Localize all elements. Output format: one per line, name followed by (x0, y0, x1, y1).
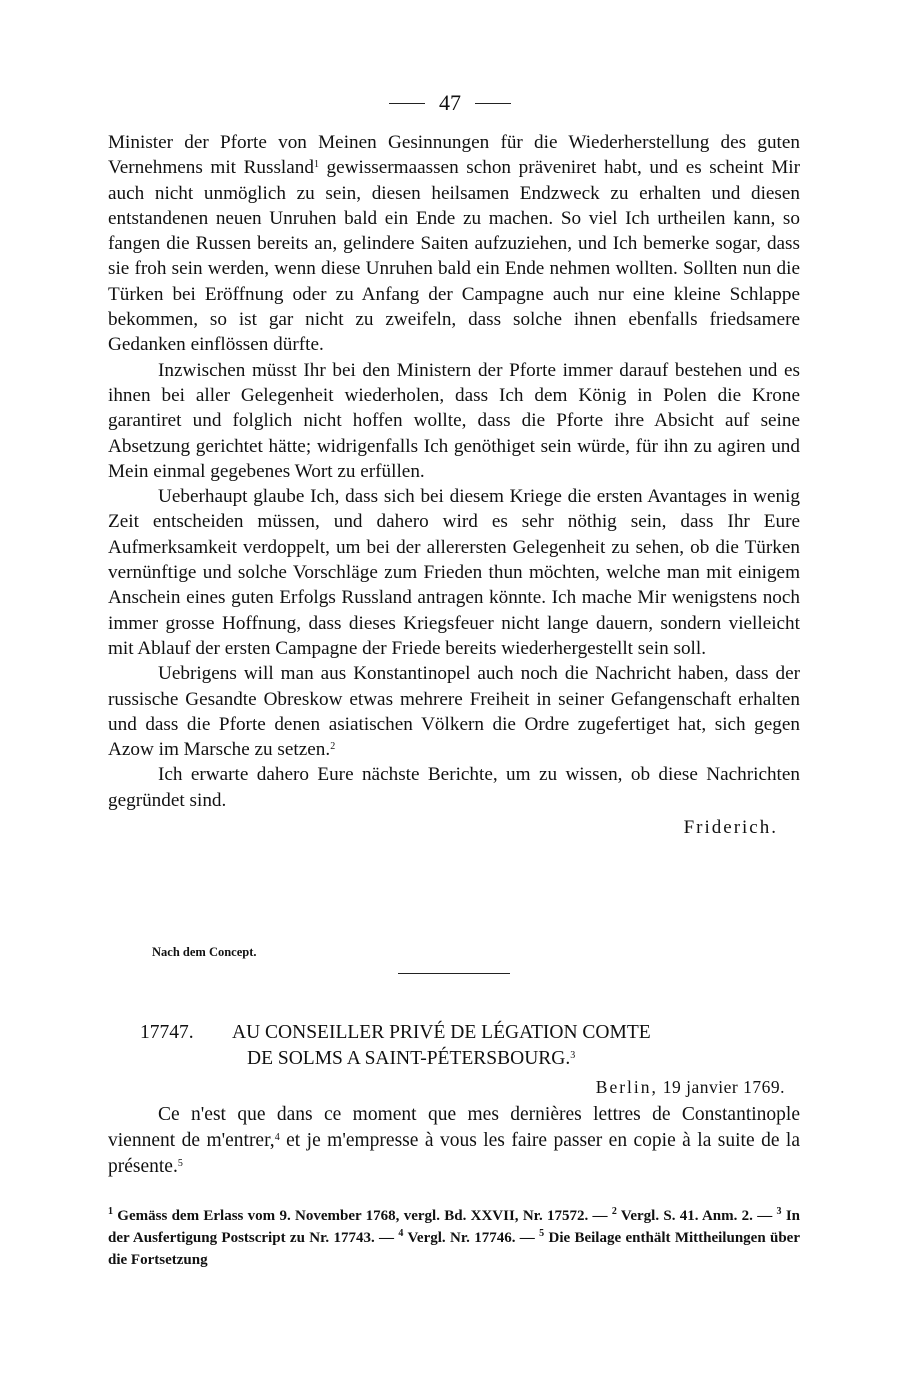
letter-place: Berlin, (595, 1077, 658, 1097)
text-segment: Ueberhaupt glaube Ich, dass sich bei diesem Kriege die ersten Avantages in wenig Zeit entscheiden müssen, und dahero wird es sehr nöthig sein, dass Ihr Eure Aufmerksamkeit verdoppelt, um bei der allerersten Gelegenheit zu sehen, ob die Türken vernünftige und solche Vorschläge zum Frieden thun möchten, welche man mit einigem Anschein eines guten Erfolgs Russland antragen könnte. Ich mache Mir wenigstens noch immer grosse Hoffnung, dass dieses Kriegsfeuer nicht lange dauern, sondern vielleicht mit Ablauf der ersten Campagne der Friede bereits wiederhergestellt sein soll. (108, 486, 800, 659)
paragraph (108, 762, 800, 813)
footnote-ref: 5 (539, 1228, 545, 1239)
footnote-ref: 2 (611, 1206, 617, 1217)
text-segment: In der Ausfertigung Postscript zu Nr. 17743. — (108, 1208, 801, 1246)
letter-date: 19 janvier 1769. (662, 1077, 785, 1097)
letter-heading-text-2: DE SOLMS A SAINT-PÉTERSBOURG. (247, 1048, 571, 1069)
letter-body-german (108, 130, 800, 838)
header-rule-left (389, 103, 425, 104)
signature: Friderich. (683, 817, 778, 839)
text-segment: Ce n'est que dans ce moment que mes dernières lettres de Constantinople viennent de m'entrer, (108, 1104, 800, 1151)
footnotes (108, 1205, 800, 1271)
letter-heading (140, 1020, 800, 1072)
footnote-ref: 3 (570, 1050, 576, 1061)
text-segment: Minister der Pforte von Meinen Gesinnungen für die Wiederherstellung des guten Vernehmens mit Russland (108, 132, 800, 179)
letter-heading-text-1: AU CONSEILLER PRIVÉ DE LÉGATION COMTE (232, 1022, 651, 1043)
source-note: Nach dem Concept. (152, 945, 257, 959)
letter-heading-line-1 (140, 1020, 800, 1046)
text-segment: Die Beilage enthält Mittheilungen über die Fortsetzung (108, 1230, 800, 1268)
page-header (0, 86, 900, 120)
header-rule-right (475, 103, 511, 104)
paragraph (108, 1102, 800, 1180)
text-segment: gewissermaassen schon präveniret habt, und es scheint Mir auch nicht unmöglich zu sein, diesen heilsamen Endzweck zu erhalten und diesen entstandenen neuen Unruhen bald ein Ende zu machen. So viel Ich urtheilen kann, so fangen die Russen bereits an, gelindere Saiten aufzuziehen, und Ich bemerke sogar, dass sie froh sein werden, wenn diese Unruhen bald ein Ende nehmen wollten. Sollten nun die Türken bei Eröffnung oder zu Anfang der Campagne auch nur eine kleine Schlappe bekommen, so ist gar nicht zu zweifeln, dass solche ihnen ebenfalls friedsamere Gedanken einflössen dürfte. (108, 157, 800, 356)
footnote-text (108, 1205, 800, 1271)
paragraph (108, 484, 800, 661)
text-segment: Ich erwarte dahero Eure nächste Berichte, um zu wissen, ob diese Nachrichten gegründet sind. (108, 764, 800, 811)
footnote-ref: 1 (313, 159, 319, 171)
text-segment: Inzwischen müsst Ihr bei den Ministern der Pforte immer darauf bestehen und es ihnen bei aller Gelegenheit wiederholen, dass Ich dem König in Polen die Krone garantiret und folglich nicht hoffen wollte, dass die Pforte ihre Absicht auf seine Absetzung gerichtet hätte; widrigenfalls Ich genöthiget sein würde, für ihn zu agiren und Mein einmal gegebenes Wort zu erfüllen. (108, 359, 800, 482)
page-number: 47 (439, 90, 461, 115)
paragraph (108, 358, 800, 484)
footnote-ref: 1 (108, 1206, 113, 1217)
letter-body-french (108, 1102, 800, 1180)
footnote-ref: 2 (330, 741, 336, 753)
text-segment: Uebrigens will man aus Konstantinopel auch noch die Nachricht haben, dass der russische Gesandte Obreskow etwas mehrere Freiheit in seiner Gefangenschaft erhalten und dass die Pforte denen asiatischen Völkern die Ordre zugefertiget hat, sich gegen Azow im Marsche zu setzen. (108, 663, 800, 761)
place-date (596, 1077, 785, 1098)
letter-heading-line-2 (140, 1046, 800, 1072)
paragraph (108, 130, 800, 358)
section-divider (398, 973, 510, 974)
text-segment: et je m'empresse à vous les faire passer en copie à la suite de la présente. (108, 1130, 800, 1177)
text-segment: Vergl. S. 41. Anm. 2. — (616, 1208, 777, 1224)
footnote-ref: 4 (398, 1228, 404, 1239)
closing-line (108, 813, 800, 838)
footnote-ref: 3 (776, 1206, 782, 1217)
paragraph (108, 661, 800, 762)
text-segment: Vergl. Nr. 17746. — (403, 1230, 540, 1246)
paragraphs (108, 130, 800, 813)
footnote-ref: 4 (274, 1132, 280, 1143)
letter-number: 17747. (140, 1022, 194, 1043)
text-segment: Gemäss dem Erlass vom 9. November 1768, vergl. Bd. XXVII, Nr. 17572. — (113, 1208, 612, 1224)
footnote-ref: 5 (177, 1158, 183, 1169)
